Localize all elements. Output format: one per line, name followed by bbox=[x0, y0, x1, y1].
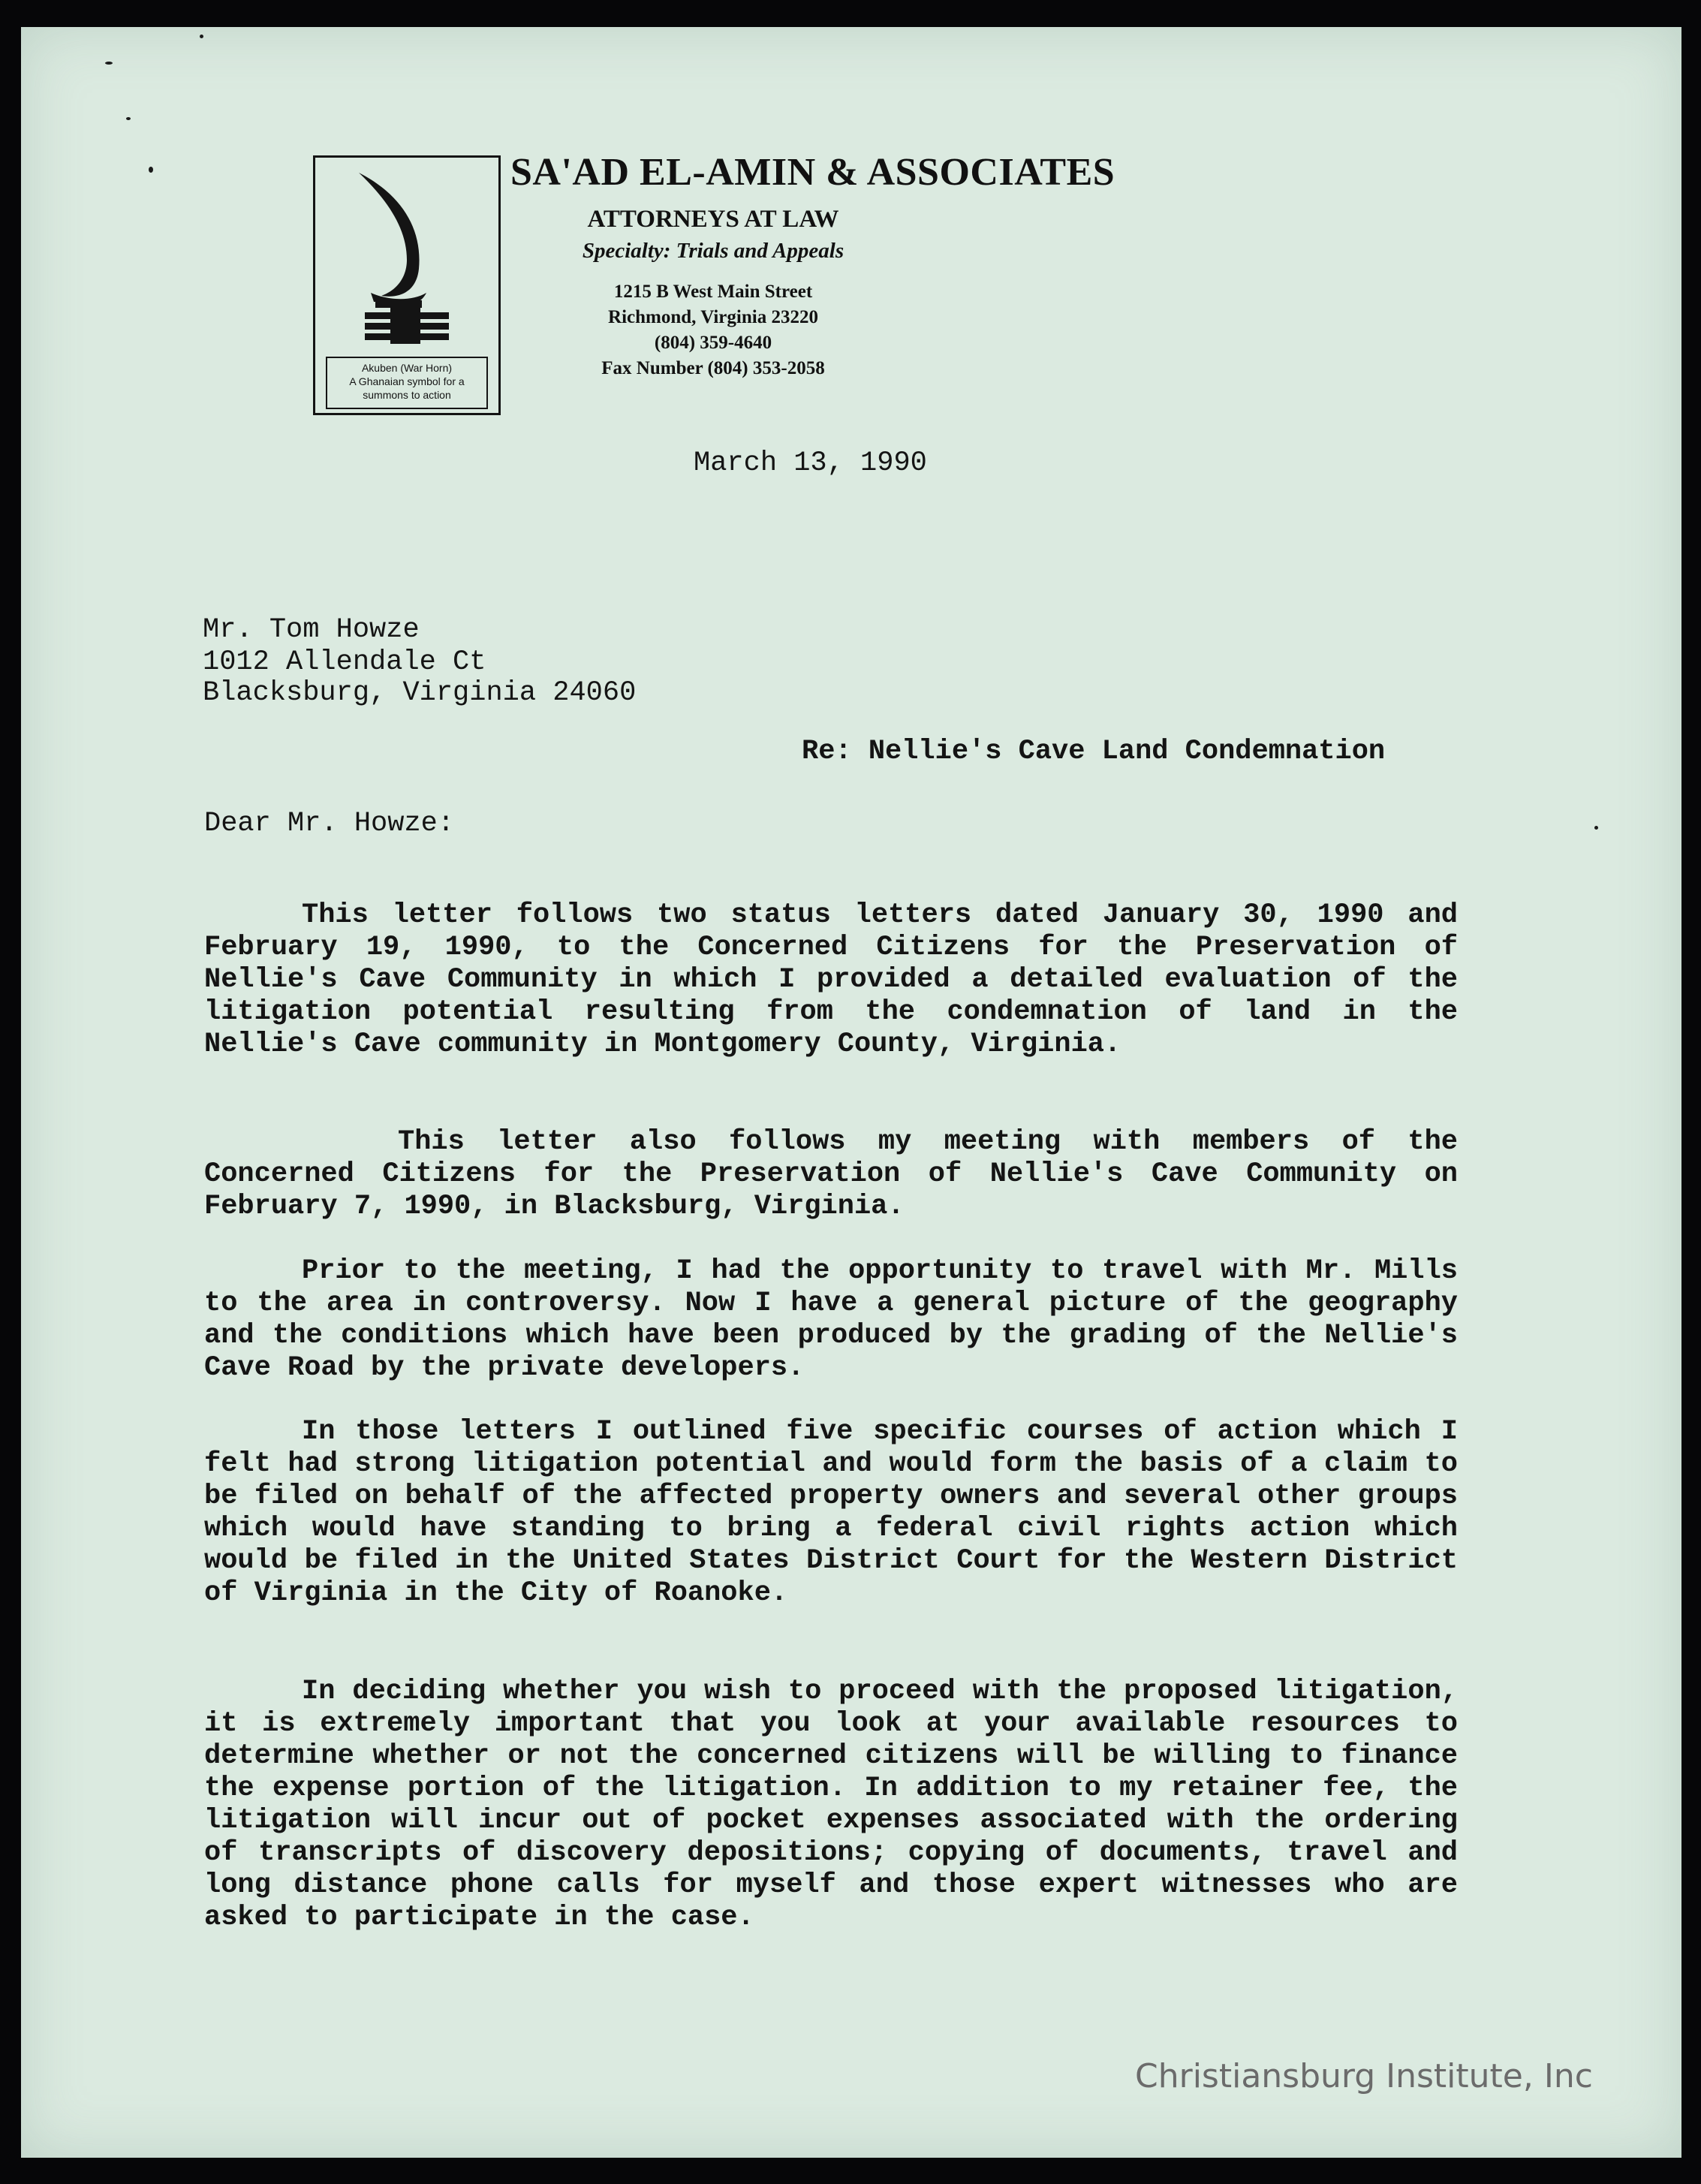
body-paragraph: In those letters I outlined five specific courses of action which I felt had strong litigation potential and would form the basis of a claim to be filed on behalf of the affected property owners and several other groups which would have standing to bring a federal civil rights action which would be filed in the United States District Court for the Western District of Virginia in the City of Roanoke. bbox=[204, 1416, 1458, 1609]
war-horn-icon bbox=[329, 164, 486, 351]
firm-name: SA'AD EL-AMIN & ASSOCIATES bbox=[510, 151, 1115, 194]
body-paragraph: This letter follows two status letters dated January 30, 1990 and February 19, 1990, to the Concerned Citizens for the Preservation of Nellie's Cave Community in which I provided a detailed evaluation of the litigation potential resulting from the condemnation of land in the Nellie's Cave community in Montgomery County, Virginia. bbox=[204, 899, 1458, 1060]
letter-date: March 13, 1990 bbox=[694, 447, 927, 479]
logo-caption-line: summons to action bbox=[363, 389, 451, 401]
firm-logo bbox=[313, 155, 501, 415]
firm-phone: (804) 359-4640 bbox=[654, 333, 772, 353]
salutation: Dear Mr. Howze: bbox=[204, 808, 455, 839]
archive-watermark: Christiansburg Institute, Inc bbox=[1135, 2057, 1593, 2095]
body-paragraph: This letter also follows my meeting with members of the Concerned Citizens for the Preservation of Nellie's Cave Community on February 7, 1990, in Blacksburg, Virginia. bbox=[204, 1126, 1458, 1222]
firm-specialty: Specialty: Trials and Appeals bbox=[582, 239, 844, 263]
ink-speck bbox=[126, 117, 131, 120]
logo-caption bbox=[326, 357, 488, 409]
recipient-city: Blacksburg, Virginia 24060 bbox=[203, 677, 637, 709]
body-paragraph: Prior to the meeting, I had the opportunity to travel with Mr. Mills to the area in controversy. Now I have a general picture of the geography and the conditions which have been produced by the grading of the Nellie's Cave Road by the private developers. bbox=[204, 1255, 1458, 1384]
firm-fax: Fax Number (804) 353-2058 bbox=[601, 358, 825, 378]
ink-speck bbox=[1594, 826, 1598, 830]
ink-speck bbox=[200, 35, 203, 38]
ink-speck bbox=[149, 167, 153, 173]
firm-address-street: 1215 B West Main Street bbox=[613, 282, 813, 302]
recipient-street: 1012 Allendale Ct bbox=[203, 646, 486, 678]
recipient-name: Mr. Tom Howze bbox=[203, 614, 420, 646]
logo-caption-line: Akuben (War Horn) bbox=[361, 362, 453, 374]
firm-address-city: Richmond, Virginia 23220 bbox=[608, 307, 818, 327]
re-line: Re: Nellie's Cave Land Condemnation bbox=[802, 736, 1386, 767]
body-paragraph: In deciding whether you wish to proceed with the proposed litigation, it is extremely important that you look at your available resources to determine whether or not the concerned citizens will be willing to finance the expense portion of the litigation. In addition to my retainer fee, the litigation will incur out of pocket expenses associated with the ordering of transcripts of discovery depositions; copying of documents, travel and long distance phone calls for myself and those expert witnesses who are asked to participate in the case. bbox=[204, 1676, 1458, 1933]
logo-caption-line: A Ghanaian symbol for a bbox=[349, 375, 465, 387]
ink-speck bbox=[105, 62, 113, 65]
firm-subtitle: ATTORNEYS AT LAW bbox=[587, 206, 839, 233]
